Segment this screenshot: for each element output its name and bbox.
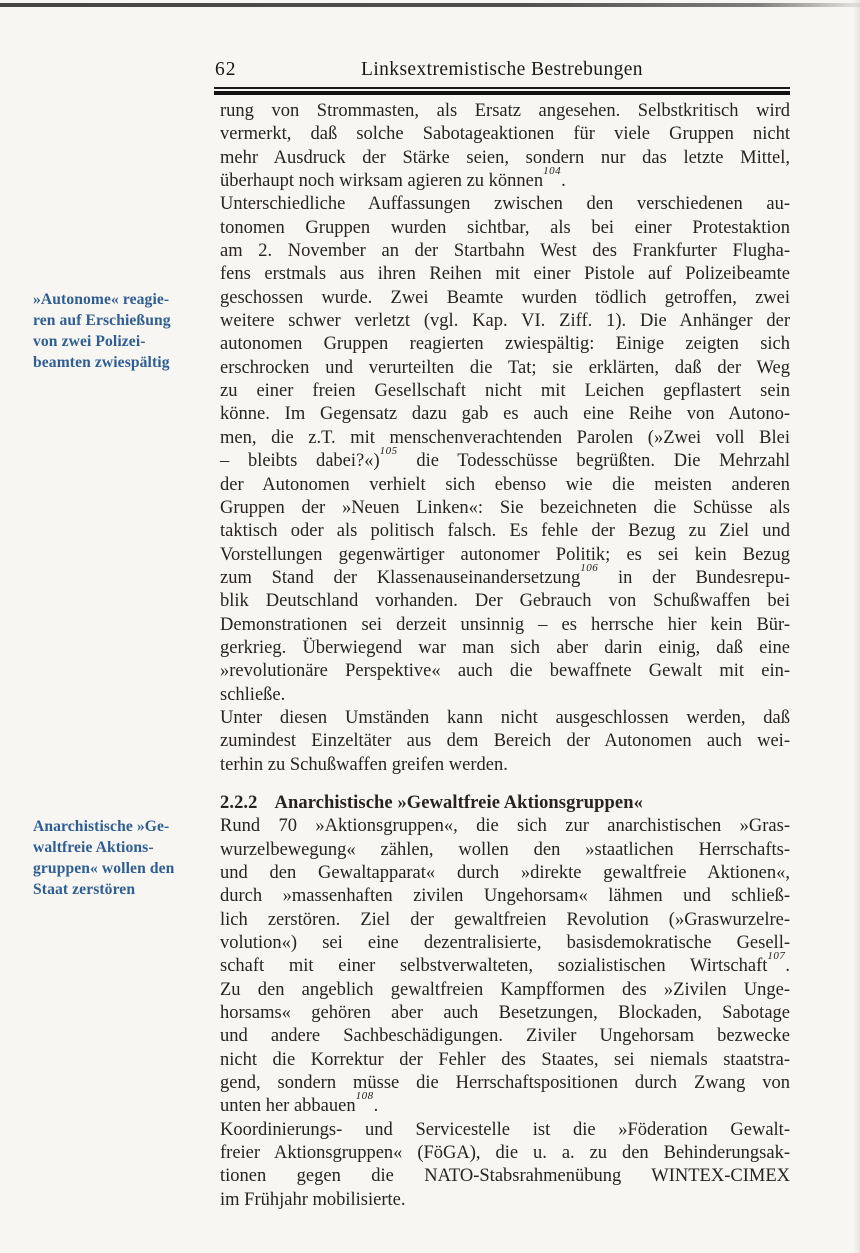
text-line: tionen gegen die NATO-Stabsrahmenübung WINTEX-CIMEX xyxy=(220,1166,790,1187)
text-line: zumindest Einzeltäter aus dem Bereich der Autonomen auch wei- xyxy=(220,731,790,752)
text-line: Demonstrationen sei derzeit unsinnig – es herrsche hier kein Bür- xyxy=(220,614,790,635)
text-line: wurzelbewegung« zählen, wollen den »staatlichen Herrschafts- xyxy=(220,839,790,860)
margin-note-line: gruppen« wollen den xyxy=(33,860,175,877)
text-line: taktisch oder als politisch falsch. Es fehle der Bezug zu Ziel und xyxy=(220,521,790,542)
text-line: lich zerstören. Ziel der gewaltfreien Revolution (»Graswurzelre- xyxy=(220,909,790,930)
text-line: gerkrieg. Überwiegend war man sich aber darin einig, daß eine xyxy=(220,637,790,658)
section-number: 2.2.2 xyxy=(220,792,258,813)
text-line: – bleibts dabei?«)$^{105}$ die Todesschüsse begrüßten. Die Mehrzahl xyxy=(220,445,791,472)
text-line: Zu den angeblich gewaltfreien Kampfformen des »Zivilen Unge- xyxy=(220,979,790,1000)
header-rule-thin xyxy=(214,87,790,89)
scan-edge-artifact-right xyxy=(853,0,860,1253)
text-line: zu einer freien Gesellschaft nicht mit Leichen gepflastert sein xyxy=(220,381,790,402)
footnote-ref: 105 xyxy=(379,445,398,458)
text-line: unten her abbauen$^{108}$. xyxy=(220,1090,379,1117)
text-line: geschossen wurde. Zwei Beamte wurden tödlich getroffen, zwei xyxy=(220,287,790,308)
text-line: fens erstmals aus ihren Reihen mit einer Pistole auf Polizeibeamte xyxy=(220,264,790,285)
footnote-ref: 107 xyxy=(767,950,786,963)
text-line: der Autonomen verhielt sich ebenso wie die meisten anderen xyxy=(220,474,790,495)
text-line: im Frühjahr mobilisierte. xyxy=(220,1189,406,1210)
text-line: Gruppen der »Neuen Linken«: Sie bezeichneten die Schüsse als xyxy=(220,497,790,518)
margin-note xyxy=(33,289,209,373)
text-line: überhaupt noch wirksam agieren zu können$^{104}$. xyxy=(220,164,566,192)
text-line: men, die z.T. mit menschenverachtenden Parolen (»Zwei voll Blei xyxy=(220,427,790,448)
paragraph xyxy=(220,707,790,777)
text-line: blik Deutschland vorhanden. Der Gebrauch von Schußwaffen bei xyxy=(220,591,790,612)
margin-note-line: Staat zerstören xyxy=(33,881,136,898)
text-line: zum Stand der Klassenauseinandersetzung$^{106}$ in der Bundesrepu- xyxy=(220,561,790,588)
paragraph xyxy=(220,815,790,1118)
paragraph xyxy=(220,193,790,707)
text-line: freier Aktionsgruppen« (FöGA), die u. a. zu den Behinderungsak- xyxy=(220,1143,790,1164)
page-header xyxy=(214,57,790,95)
scan-edge-artifact xyxy=(0,3,860,7)
text-line: weitere schwer verletzt (vgl. Kap. VI. Ziff. 1). Die Anhänger der xyxy=(220,311,790,332)
text-line: Koordinierungs- und Servicestelle ist die »Föderation Gewalt- xyxy=(220,1119,790,1140)
text-line: schaft mit einer selbstverwalteten, sozialistischen Wirtschaft$^{107}$. xyxy=(220,950,790,977)
text-line: Unterschiedliche Auffassungen zwischen den verschiedenen au- xyxy=(220,194,790,215)
text-line: und den Gewaltapparat« durch »direkte gewaltfreie Aktionen«, xyxy=(220,863,790,883)
running-title: Linksextremistische Bestrebungen xyxy=(361,59,643,80)
text-line: vermerkt, daß solche Sabotageaktionen für viele Gruppen nicht xyxy=(220,124,790,145)
text-line: Rund 70 »Aktionsgruppen«, die sich zur anarchistischen »Gras- xyxy=(220,816,790,837)
margin-note-line: waltfreie Aktions- xyxy=(33,839,154,856)
body-text xyxy=(220,100,790,1212)
text-line: volution«) sei eine dezentralisierte, basisdemokratische Gesell- xyxy=(220,933,790,954)
text-line: nicht die Korrektur der Fehler des Staates, sei niemals staatstra- xyxy=(220,1049,790,1070)
text-line: Unter diesen Umständen kann nicht ausgeschlossen werden, daß xyxy=(220,707,790,728)
margin-note-line: »Autonome« reagie- xyxy=(33,291,170,308)
footnote-ref: 104 xyxy=(543,164,562,177)
text-line: gend, sondern müsse die Herrschaftspositionen durch Zwang von xyxy=(220,1073,790,1094)
margin-note-line: Anarchistische »Ge- xyxy=(33,818,170,835)
margin-note-line: ren auf Erschießung xyxy=(33,312,171,329)
text-line: und andere Sachbeschädigungen. Ziviler Ungehorsam bezwecke xyxy=(220,1026,790,1047)
text-line: erschrocken und verurteilten die Tat; sie erklärten, daß der Weg xyxy=(220,357,790,378)
margin-note-line: von zwei Polizei- xyxy=(33,333,146,350)
text-line: könne. Im Gegensatz dazu gab es auch eine Reihe von Autono- xyxy=(220,404,790,425)
paragraph xyxy=(220,100,790,193)
text-line: autonomen Gruppen reagierten zwiespältig: Einige zeigten sich xyxy=(220,334,790,355)
text-line: Vorstellungen gegenwärtiger autonomer Politik; es sei kein Bezug xyxy=(220,544,790,565)
text-line: schließe. xyxy=(220,684,286,705)
text-line: horsams« gehören aber auch Besetzungen, Blockaden, Sabotage xyxy=(220,1003,790,1024)
header-rule-thick xyxy=(214,91,790,95)
text-line: »revolutionäre Perspektive« auch die bewaffnete Gewalt mit ein- xyxy=(220,661,790,682)
section-title: Anarchistische »Gewaltfreie Aktionsgruppen« xyxy=(274,792,643,813)
page-number: 62 xyxy=(215,59,237,80)
footnote-ref: 106 xyxy=(580,561,599,574)
paragraph xyxy=(220,1119,790,1212)
text-line: durch »massenhaften zivilen Ungehorsam« lähmen und schließ- xyxy=(220,886,790,907)
text-line: terhin zu Schußwaffen greifen werden. xyxy=(220,754,508,775)
margin-note xyxy=(33,816,209,900)
text-line: mehr Ausdruck der Stärke seien, sondern nur das letzte Mittel, xyxy=(220,147,790,168)
text-line: rung von Strommasten, als Ersatz angesehen. Selbstkritisch wird xyxy=(220,101,790,121)
header-row xyxy=(214,57,790,84)
footnote-ref: 108 xyxy=(355,1090,374,1103)
section-heading xyxy=(220,792,790,815)
text-line: tonomen Gruppen wurden sichtbar, als bei einer Protestaktion xyxy=(220,217,790,238)
margin-note-line: beamten zwiespältig xyxy=(33,354,170,371)
text-line: am 2. November an der Startbahn West des Frankfurter Flugha- xyxy=(220,241,790,262)
